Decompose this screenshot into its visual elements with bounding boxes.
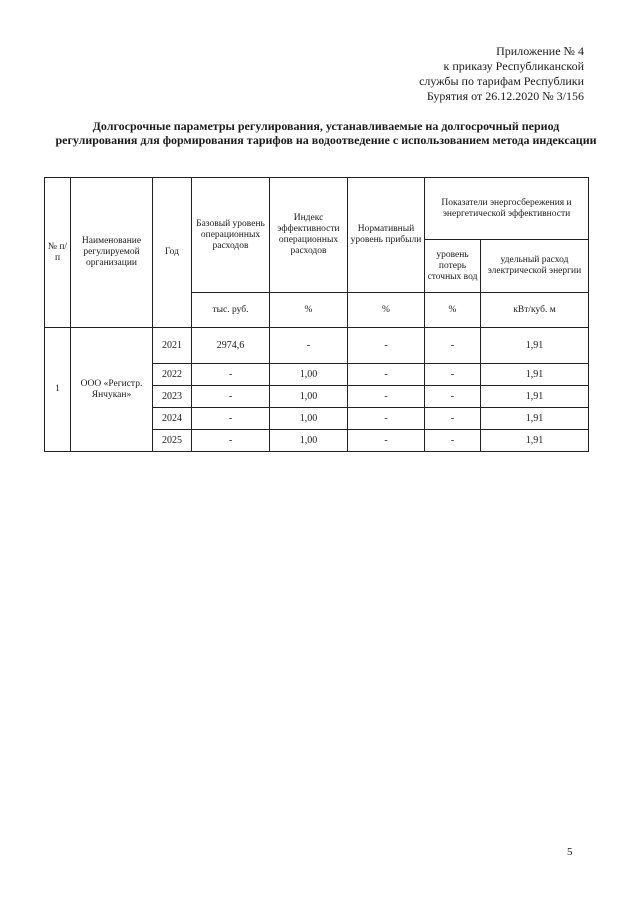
appendix-line-4: Бурятия от 26.12.2020 № 3/156 xyxy=(426,89,584,103)
cell-specific: 1,91 xyxy=(481,430,589,452)
cell-index: 1,00 xyxy=(270,430,348,452)
header-num: № п/п xyxy=(45,178,71,328)
unit-specific: кВт/куб. м xyxy=(481,293,589,328)
cell-base: 2974,6 xyxy=(192,328,270,364)
parameters-table xyxy=(44,177,589,452)
header-org: Наименование регулируемой организации xyxy=(71,178,153,328)
cell-year: 2022 xyxy=(153,364,192,386)
header-year: Год xyxy=(153,178,192,328)
cell-year: 2021 xyxy=(153,328,192,364)
cell-losses: - xyxy=(425,430,481,452)
cell-base: - xyxy=(192,386,270,408)
cell-profit: - xyxy=(348,386,425,408)
cell-year: 2024 xyxy=(153,408,192,430)
cell-base: - xyxy=(192,364,270,386)
appendix-line-1: Приложение № 4 xyxy=(496,44,584,58)
header-row xyxy=(45,178,589,240)
cell-profit: - xyxy=(348,328,425,364)
page-number: 5 xyxy=(567,846,573,858)
appendix-line-2: к приказу Республиканской xyxy=(443,59,584,73)
cell-index: 1,00 xyxy=(270,408,348,430)
cell-profit: - xyxy=(348,408,425,430)
cell-losses: - xyxy=(425,328,481,364)
cell-specific: 1,91 xyxy=(481,386,589,408)
cell-index: 1,00 xyxy=(270,364,348,386)
unit-index: % xyxy=(270,293,348,328)
header-losses: уровень потерь сточных вод xyxy=(425,240,481,293)
header-index: Индекс эффективности операционных расходов xyxy=(270,178,348,293)
cell-specific: 1,91 xyxy=(481,408,589,430)
header-base: Базовый уровень операционных расходов xyxy=(192,178,270,293)
cell-year: 2025 xyxy=(153,430,192,452)
cell-index: - xyxy=(270,328,348,364)
appendix-line-3: службы по тарифам Республики xyxy=(419,74,584,88)
org-name: ООО «Регистр. Янчукан» xyxy=(71,328,153,452)
row-number: 1 xyxy=(45,328,71,452)
cell-specific: 1,91 xyxy=(481,364,589,386)
cell-base: - xyxy=(192,408,270,430)
table-row xyxy=(45,328,589,364)
cell-losses: - xyxy=(425,386,481,408)
cell-index: 1,00 xyxy=(270,386,348,408)
cell-year: 2023 xyxy=(153,386,192,408)
cell-losses: - xyxy=(425,364,481,386)
cell-specific: 1,91 xyxy=(481,328,589,364)
unit-profit: % xyxy=(348,293,425,328)
header-energy: Показатели энергосбережения и энергетической эффективности xyxy=(425,178,589,240)
unit-losses: % xyxy=(425,293,481,328)
header-specific: удельный расход электрической энергии xyxy=(481,240,589,293)
document-title: Долгосрочные параметры регулирования, устанавливаемые на долгосрочный период регулирования для формирования тарифов на водоотведение с использованием метода индексации xyxy=(55,119,597,147)
cell-profit: - xyxy=(348,430,425,452)
appendix-header xyxy=(419,44,584,104)
header-profit: Нормативный уровень прибыли xyxy=(348,178,425,293)
unit-base: тыс. руб. xyxy=(192,293,270,328)
cell-profit: - xyxy=(348,364,425,386)
cell-losses: - xyxy=(425,408,481,430)
cell-base: - xyxy=(192,430,270,452)
